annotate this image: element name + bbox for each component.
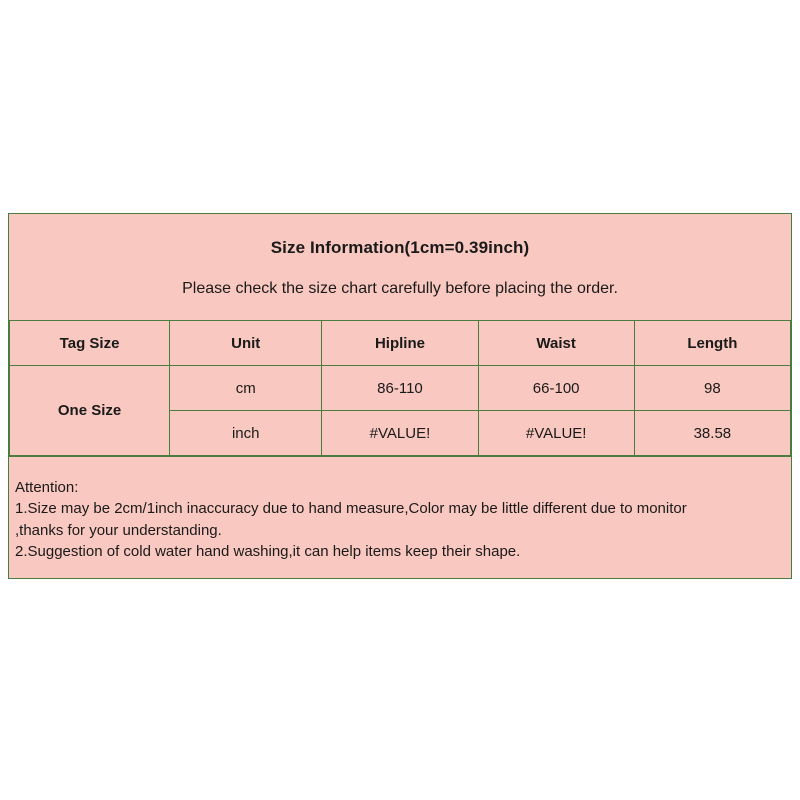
column-header-waist: Waist <box>478 321 634 366</box>
page-title: Size Information(1cm=0.39inch) <box>270 238 530 257</box>
cell-waist-inch: #VALUE! <box>478 411 634 456</box>
attention-line-1: 1.Size may be 2cm/1inch inaccuracy due to hand measure,Color may be little different due to monitor <box>15 500 687 518</box>
size-information-card <box>8 213 792 579</box>
cell-waist-cm: 66-100 <box>478 366 634 411</box>
cell-unit-inch: inch <box>170 411 322 456</box>
cell-hipline-inch: #VALUE! <box>322 411 478 456</box>
column-header-length: Length <box>634 321 790 366</box>
cell-tag-size-one-size: One Size <box>10 366 170 456</box>
card-header <box>9 214 791 320</box>
column-header-unit: Unit <box>170 321 322 366</box>
size-chart-table <box>9 320 791 456</box>
column-header-hipline: Hipline <box>322 321 478 366</box>
attention-heading: Attention: <box>15 479 79 496</box>
attention-line-3: 2.Suggestion of cold water hand washing,it can help items keep their shape. <box>15 542 521 560</box>
cell-hipline-cm: 86-110 <box>322 366 478 411</box>
cell-length-cm: 98 <box>634 366 790 411</box>
cell-length-inch: 38.58 <box>634 411 790 456</box>
table-header-row <box>10 321 791 366</box>
attention-line-2: ,thanks for your understanding. <box>15 521 222 539</box>
table-row <box>10 366 791 411</box>
column-header-tag-size: Tag Size <box>10 321 170 366</box>
card-subtitle: Please check the size chart carefully before placing the order. <box>182 280 618 297</box>
cell-unit-cm: cm <box>170 366 322 411</box>
attention-section <box>9 456 791 578</box>
